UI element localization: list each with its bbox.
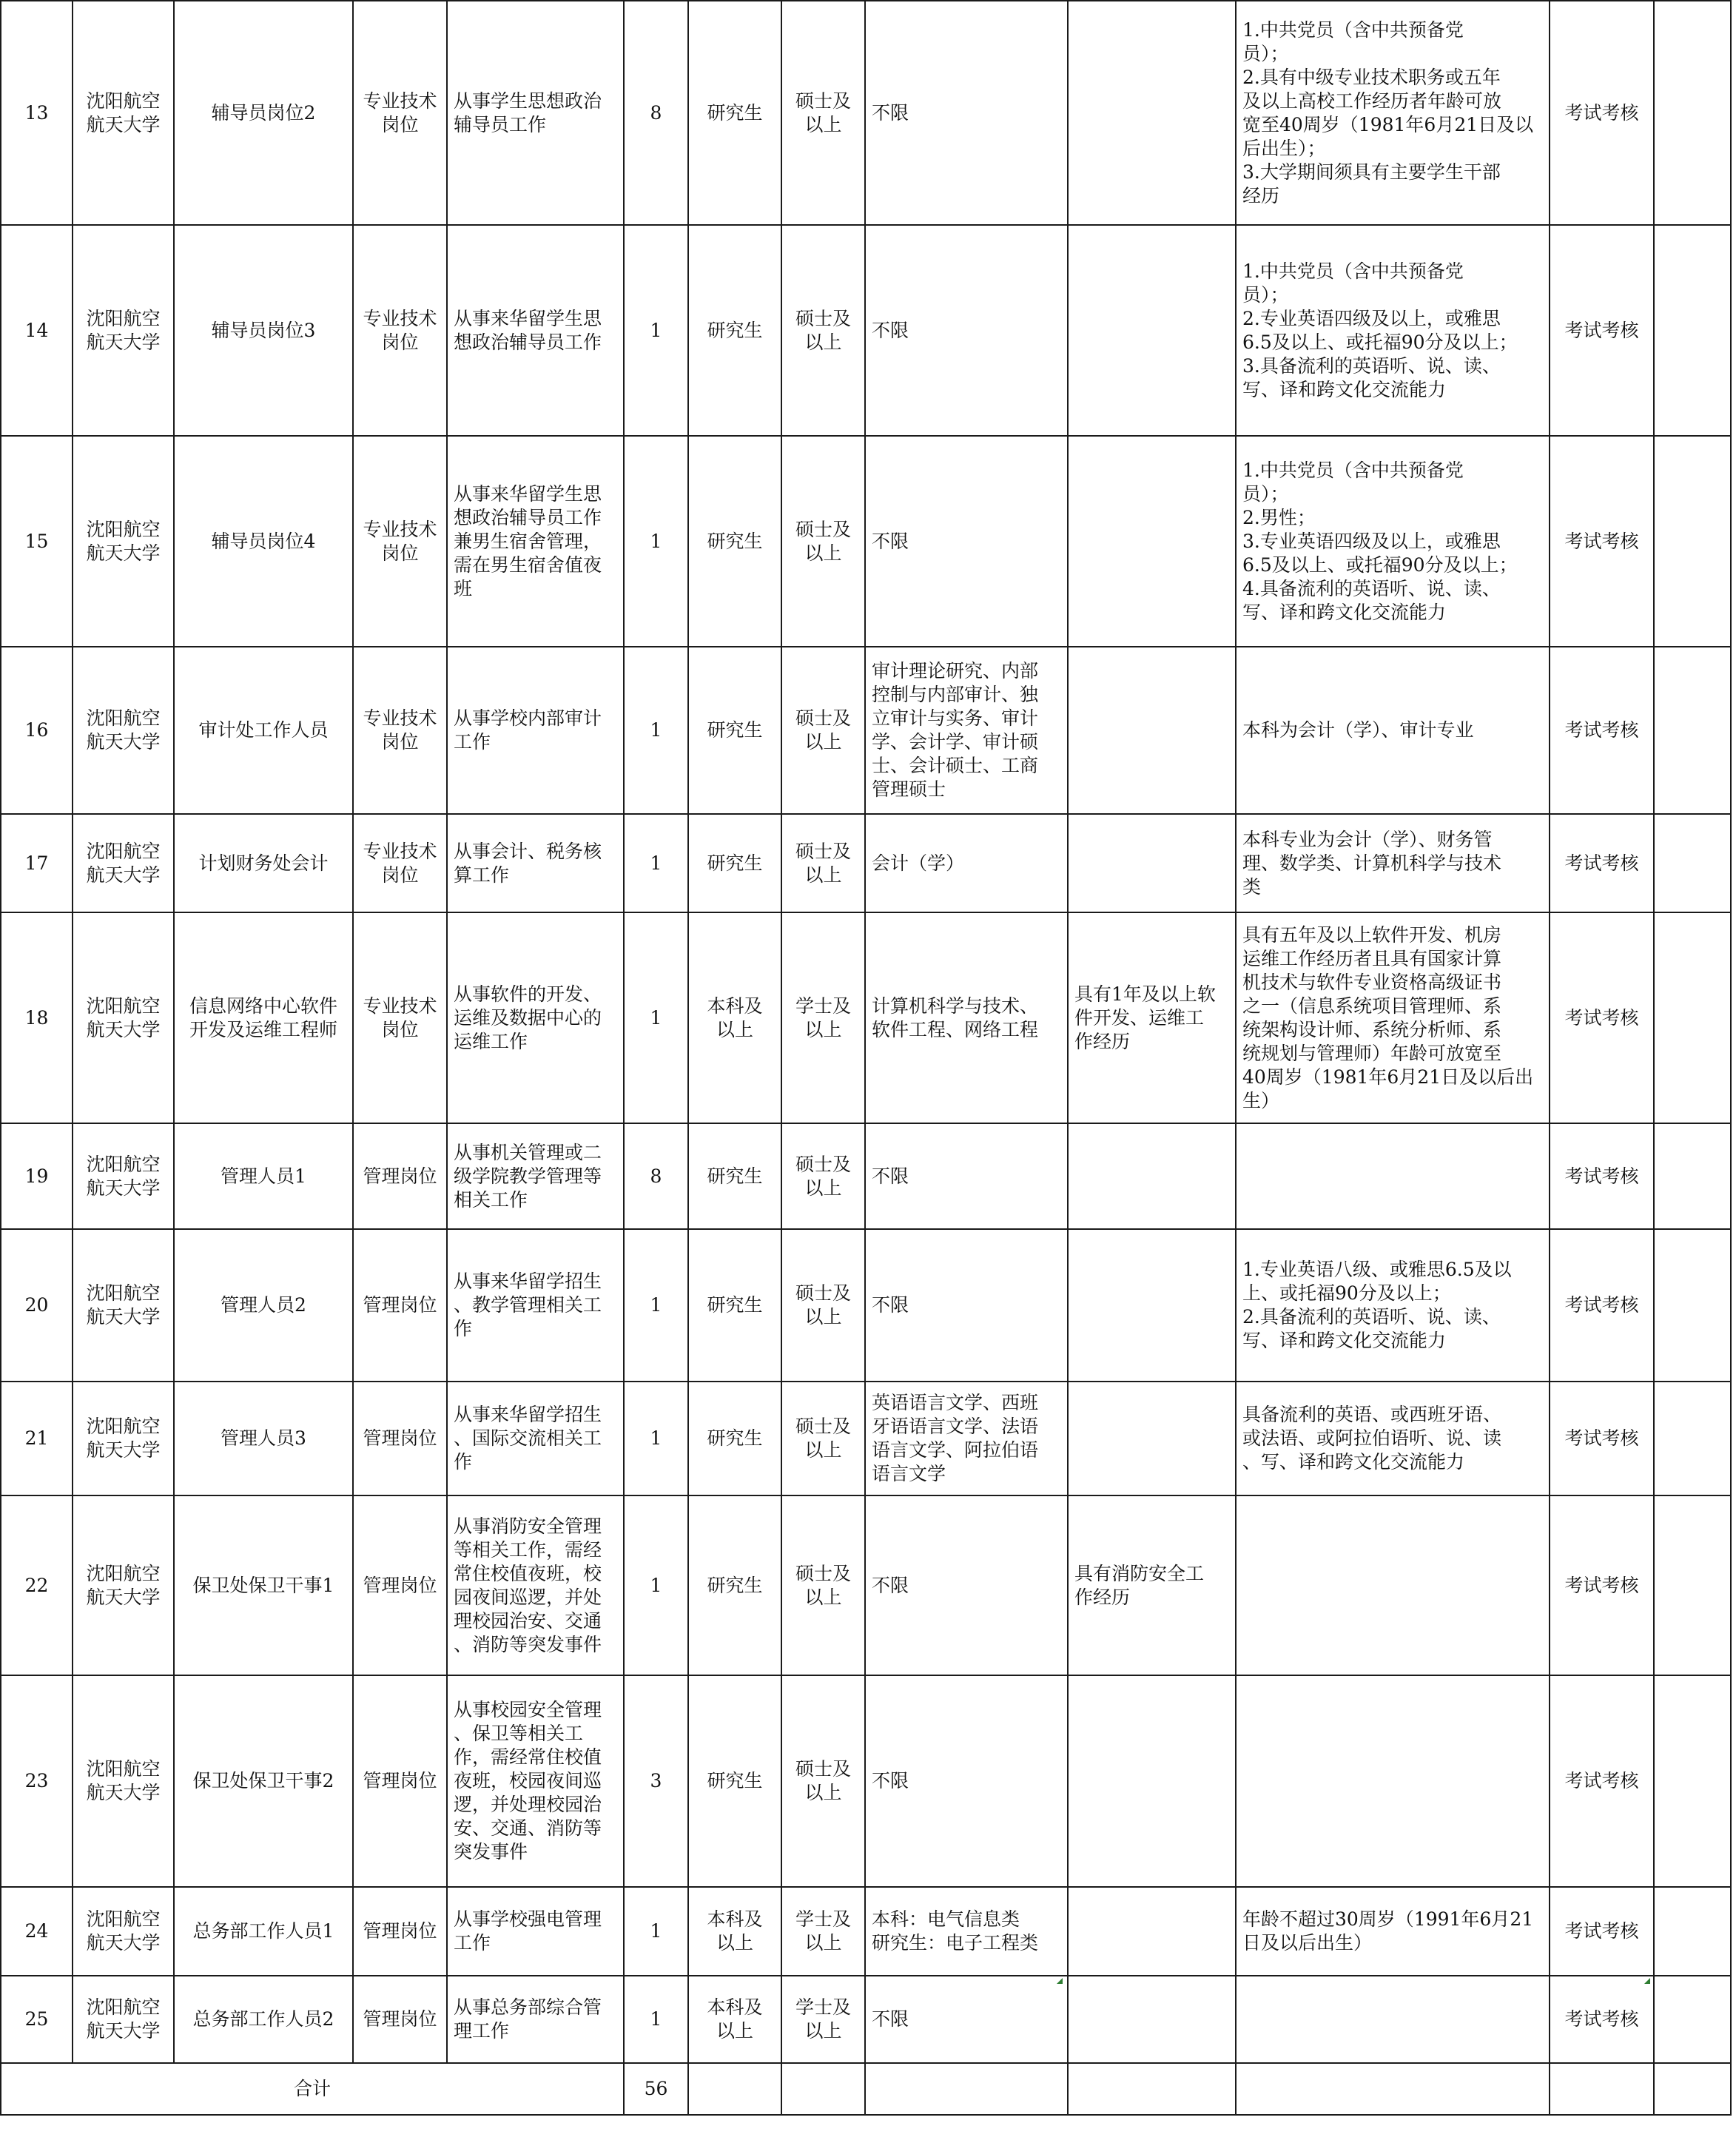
cell-edu: 研究生 bbox=[688, 647, 781, 814]
cell-degree: 学士及 以上 bbox=[781, 1887, 865, 1976]
cell-edu: 研究生 bbox=[688, 1675, 781, 1887]
cell-other: 具有五年及以上软件开发、机房 运维工作经历者且具有国家计算 机技术与软件专业资格高级证书 之一（信息系统项目管理师、系 统架构设计师、系统分析师、系 统规划与管理师）年龄可放宽至 40周岁（1981年6月21日及以后出 生） bbox=[1236, 912, 1550, 1123]
cell-major: 不限 bbox=[865, 1495, 1068, 1675]
cell-category: 管理岗位 bbox=[353, 1675, 447, 1887]
cell-post: 审计处工作人员 bbox=[174, 647, 353, 814]
cell-note bbox=[1654, 1123, 1731, 1229]
cell-exp bbox=[1068, 436, 1236, 647]
table-row bbox=[1, 1887, 1731, 1976]
cell-exp bbox=[1068, 1, 1236, 225]
cell-major: 计算机科学与技术、 软件工程、网络工程 bbox=[865, 912, 1068, 1123]
table-row bbox=[1, 1675, 1731, 1887]
total-empty-cell bbox=[1068, 2063, 1236, 2115]
cell-other bbox=[1236, 1976, 1550, 2063]
total-count: 56 bbox=[624, 2063, 688, 2115]
cell-note bbox=[1654, 1, 1731, 225]
cell-count: 1 bbox=[624, 647, 688, 814]
cell-edu: 研究生 bbox=[688, 1495, 781, 1675]
total-empty-cell bbox=[1236, 2063, 1550, 2115]
cell-major: 会计（学） bbox=[865, 814, 1068, 912]
cell-note bbox=[1654, 1229, 1731, 1382]
cell-no: 17 bbox=[1, 814, 73, 912]
cell-edu: 研究生 bbox=[688, 1382, 781, 1495]
cell-org: 沈阳航空 航天大学 bbox=[73, 1229, 174, 1382]
cell-degree: 硕士及 以上 bbox=[781, 1675, 865, 1887]
cell-org: 沈阳航空 航天大学 bbox=[73, 1976, 174, 2063]
cell-org: 沈阳航空 航天大学 bbox=[73, 814, 174, 912]
cell-method: 考试考核 bbox=[1550, 1495, 1654, 1675]
cell-degree: 硕士及 以上 bbox=[781, 1382, 865, 1495]
cell-category: 管理岗位 bbox=[353, 1976, 447, 2063]
cell-other: 1.专业英语八级、或雅思6.5及以 上、或托福90分及以上； 2.具备流利的英语听、说、读、 写、译和跨文化交流能力 bbox=[1236, 1229, 1550, 1382]
cell-category: 专业技术 岗位 bbox=[353, 1, 447, 225]
cell-count: 1 bbox=[624, 1229, 688, 1382]
cell-post: 辅导员岗位2 bbox=[174, 1, 353, 225]
cell-major: 不限 bbox=[865, 436, 1068, 647]
cell-post: 辅导员岗位3 bbox=[174, 225, 353, 436]
cell-note bbox=[1654, 1495, 1731, 1675]
cell-degree: 学士及 以上 bbox=[781, 1976, 865, 2063]
cell-duty: 从事学生思想政治 辅导员工作 bbox=[447, 1, 624, 225]
cell-other: 本科为会计（学）、审计专业 bbox=[1236, 647, 1550, 814]
cell-edu: 研究生 bbox=[688, 436, 781, 647]
cell-method: 考试考核 bbox=[1550, 912, 1654, 1123]
cell-org: 沈阳航空 航天大学 bbox=[73, 647, 174, 814]
total-empty-cell bbox=[865, 2063, 1068, 2115]
cell-edu: 研究生 bbox=[688, 814, 781, 912]
cell-category: 专业技术 岗位 bbox=[353, 814, 447, 912]
cell-note bbox=[1654, 225, 1731, 436]
cell-org: 沈阳航空 航天大学 bbox=[73, 1495, 174, 1675]
cell-exp: 具有消防安全工 作经历 bbox=[1068, 1495, 1236, 1675]
cell-other: 1.中共党员（含中共预备党 员）； 2.专业英语四级及以上，或雅思 6.5及以上、或托福90分及以上； 3.具备流利的英语听、说、读、 写、译和跨文化交流能力 bbox=[1236, 225, 1550, 436]
table-row bbox=[1, 1123, 1731, 1229]
cell-count: 8 bbox=[624, 1123, 688, 1229]
total-empty-cell bbox=[1654, 2063, 1731, 2115]
cell-duty: 从事机关管理或二 级学院教学管理等 相关工作 bbox=[447, 1123, 624, 1229]
cell-corner-marker bbox=[1057, 1978, 1063, 1984]
cell-post: 管理人员3 bbox=[174, 1382, 353, 1495]
cell-post: 管理人员2 bbox=[174, 1229, 353, 1382]
cell-exp bbox=[1068, 647, 1236, 814]
cell-org: 沈阳航空 航天大学 bbox=[73, 1123, 174, 1229]
cell-no: 20 bbox=[1, 1229, 73, 1382]
cell-note bbox=[1654, 647, 1731, 814]
cell-post: 计划财务处会计 bbox=[174, 814, 353, 912]
cell-post: 总务部工作人员2 bbox=[174, 1976, 353, 2063]
cell-duty: 从事校园安全管理 、保卫等相关工 作，需经常住校值 夜班，校园夜间巡 逻，并处理校园治 安、交通、消防等 突发事件 bbox=[447, 1675, 624, 1887]
cell-note bbox=[1654, 1675, 1731, 1887]
cell-count: 1 bbox=[624, 1976, 688, 2063]
cell-no: 24 bbox=[1, 1887, 73, 1976]
cell-category: 专业技术 岗位 bbox=[353, 225, 447, 436]
cell-other: 1.中共党员（含中共预备党 员）； 2.男性； 3.专业英语四级及以上，或雅思 6.5及以上、或托福90分及以上； 4.具备流利的英语听、说、读、 写、译和跨文化交流能力 bbox=[1236, 436, 1550, 647]
cell-duty: 从事来华留学招生 、教学管理相关工 作 bbox=[447, 1229, 624, 1382]
table-row bbox=[1, 1495, 1731, 1675]
table-row bbox=[1, 1, 1731, 225]
cell-method: 考试考核 bbox=[1550, 1976, 1654, 2063]
total-empty-cell bbox=[1550, 2063, 1654, 2115]
table-row bbox=[1, 814, 1731, 912]
cell-duty: 从事学校强电管理 工作 bbox=[447, 1887, 624, 1976]
cell-major: 不限 bbox=[865, 1675, 1068, 1887]
table-body bbox=[1, 1, 1731, 2115]
cell-exp bbox=[1068, 225, 1236, 436]
cell-other: 本科专业为会计（学）、财务管 理、数学类、计算机科学与技术 类 bbox=[1236, 814, 1550, 912]
cell-post: 信息网络中心软件 开发及运维工程师 bbox=[174, 912, 353, 1123]
cell-category: 管理岗位 bbox=[353, 1229, 447, 1382]
cell-org: 沈阳航空 航天大学 bbox=[73, 225, 174, 436]
cell-degree: 硕士及 以上 bbox=[781, 814, 865, 912]
table-row bbox=[1, 436, 1731, 647]
cell-method: 考试考核 bbox=[1550, 1887, 1654, 1976]
cell-other bbox=[1236, 1495, 1550, 1675]
cell-other: 具备流利的英语、或西班牙语、 或法语、或阿拉伯语听、说、读 、写、译和跨文化交流能力 bbox=[1236, 1382, 1550, 1495]
cell-major: 英语语言文学、西班 牙语语言文学、法语 语言文学、阿拉伯语 语言文学 bbox=[865, 1382, 1068, 1495]
cell-degree: 硕士及 以上 bbox=[781, 225, 865, 436]
cell-post: 辅导员岗位4 bbox=[174, 436, 353, 647]
cell-major: 不限 bbox=[865, 225, 1068, 436]
cell-edu: 研究生 bbox=[688, 1, 781, 225]
cell-no: 23 bbox=[1, 1675, 73, 1887]
cell-major: 不限 bbox=[865, 1, 1068, 225]
total-empty-cell bbox=[781, 2063, 865, 2115]
cell-post: 管理人员1 bbox=[174, 1123, 353, 1229]
cell-other bbox=[1236, 1675, 1550, 1887]
cell-major: 不限 bbox=[865, 1229, 1068, 1382]
cell-method: 考试考核 bbox=[1550, 1229, 1654, 1382]
table-row bbox=[1, 225, 1731, 436]
cell-no: 25 bbox=[1, 1976, 73, 2063]
cell-method: 考试考核 bbox=[1550, 436, 1654, 647]
cell-duty: 从事总务部综合管 理工作 bbox=[447, 1976, 624, 2063]
cell-corner-marker bbox=[1644, 1978, 1650, 1984]
cell-duty: 从事会计、税务核 算工作 bbox=[447, 814, 624, 912]
cell-edu: 研究生 bbox=[688, 225, 781, 436]
cell-category: 管理岗位 bbox=[353, 1495, 447, 1675]
cell-method: 考试考核 bbox=[1550, 1, 1654, 225]
cell-other bbox=[1236, 1123, 1550, 1229]
cell-note bbox=[1654, 436, 1731, 647]
cell-edu: 本科及 以上 bbox=[688, 1976, 781, 2063]
cell-note bbox=[1654, 1382, 1731, 1495]
cell-edu: 本科及 以上 bbox=[688, 1887, 781, 1976]
cell-method: 考试考核 bbox=[1550, 647, 1654, 814]
cell-method: 考试考核 bbox=[1550, 1675, 1654, 1887]
cell-degree: 硕士及 以上 bbox=[781, 647, 865, 814]
cell-no: 15 bbox=[1, 436, 73, 647]
cell-duty: 从事来华留学生思 想政治辅导员工作 bbox=[447, 225, 624, 436]
cell-note bbox=[1654, 814, 1731, 912]
cell-category: 管理岗位 bbox=[353, 1123, 447, 1229]
cell-org: 沈阳航空 航天大学 bbox=[73, 912, 174, 1123]
cell-exp bbox=[1068, 1382, 1236, 1495]
cell-count: 8 bbox=[624, 1, 688, 225]
total-empty-cell bbox=[688, 2063, 781, 2115]
cell-degree: 硕士及 以上 bbox=[781, 436, 865, 647]
total-row bbox=[1, 2063, 1731, 2115]
cell-major: 不限 bbox=[865, 1976, 1068, 2063]
cell-major: 本科：电气信息类 研究生：电子工程类 bbox=[865, 1887, 1068, 1976]
cell-exp bbox=[1068, 1887, 1236, 1976]
cell-note bbox=[1654, 1887, 1731, 1976]
cell-category: 专业技术 岗位 bbox=[353, 912, 447, 1123]
cell-no: 21 bbox=[1, 1382, 73, 1495]
cell-method: 考试考核 bbox=[1550, 1382, 1654, 1495]
cell-no: 16 bbox=[1, 647, 73, 814]
cell-post: 保卫处保卫干事2 bbox=[174, 1675, 353, 1887]
cell-org: 沈阳航空 航天大学 bbox=[73, 1382, 174, 1495]
cell-duty: 从事消防安全管理 等相关工作，需经 常住校值夜班，校 园夜间巡逻，并处 理校园治安、交通 、消防等突发事件 bbox=[447, 1495, 624, 1675]
cell-degree: 学士及 以上 bbox=[781, 912, 865, 1123]
cell-count: 1 bbox=[624, 1382, 688, 1495]
cell-org: 沈阳航空 航天大学 bbox=[73, 1887, 174, 1976]
cell-exp bbox=[1068, 1123, 1236, 1229]
table-row bbox=[1, 912, 1731, 1123]
cell-no: 14 bbox=[1, 225, 73, 436]
cell-degree: 硕士及 以上 bbox=[781, 1495, 865, 1675]
cell-exp bbox=[1068, 1229, 1236, 1382]
cell-degree: 硕士及 以上 bbox=[781, 1, 865, 225]
cell-edu: 本科及 以上 bbox=[688, 912, 781, 1123]
cell-exp bbox=[1068, 1976, 1236, 2063]
cell-method: 考试考核 bbox=[1550, 1123, 1654, 1229]
cell-org: 沈阳航空 航天大学 bbox=[73, 1, 174, 225]
cell-other: 年龄不超过30周岁（1991年6月21 日及以后出生） bbox=[1236, 1887, 1550, 1976]
cell-count: 1 bbox=[624, 912, 688, 1123]
cell-method: 考试考核 bbox=[1550, 814, 1654, 912]
cell-post: 总务部工作人员1 bbox=[174, 1887, 353, 1976]
table-row bbox=[1, 1976, 1731, 2063]
cell-exp bbox=[1068, 814, 1236, 912]
cell-degree: 硕士及 以上 bbox=[781, 1229, 865, 1382]
cell-degree: 硕士及 以上 bbox=[781, 1123, 865, 1229]
cell-duty: 从事软件的开发、 运维及数据中心的 运维工作 bbox=[447, 912, 624, 1123]
cell-duty: 从事来华留学招生 、国际交流相关工 作 bbox=[447, 1382, 624, 1495]
cell-method: 考试考核 bbox=[1550, 225, 1654, 436]
cell-no: 22 bbox=[1, 1495, 73, 1675]
cell-org: 沈阳航空 航天大学 bbox=[73, 1675, 174, 1887]
cell-no: 19 bbox=[1, 1123, 73, 1229]
cell-count: 1 bbox=[624, 1887, 688, 1976]
cell-no: 18 bbox=[1, 912, 73, 1123]
cell-note bbox=[1654, 1976, 1731, 2063]
cell-category: 管理岗位 bbox=[353, 1382, 447, 1495]
cell-count: 1 bbox=[624, 1495, 688, 1675]
cell-exp: 具有1年及以上软 件开发、运维工 作经历 bbox=[1068, 912, 1236, 1123]
cell-duty: 从事来华留学生思 想政治辅导员工作 兼男生宿舍管理， 需在男生宿舍值夜 班 bbox=[447, 436, 624, 647]
cell-exp bbox=[1068, 1675, 1236, 1887]
cell-note bbox=[1654, 912, 1731, 1123]
cell-major: 审计理论研究、内部 控制与内部审计、独 立审计与实务、审计 学、会计学、审计硕 士、会计硕士、工商 管理硕士 bbox=[865, 647, 1068, 814]
cell-category: 管理岗位 bbox=[353, 1887, 447, 1976]
cell-major: 不限 bbox=[865, 1123, 1068, 1229]
table-row bbox=[1, 647, 1731, 814]
table-row bbox=[1, 1382, 1731, 1495]
cell-org: 沈阳航空 航天大学 bbox=[73, 436, 174, 647]
cell-count: 1 bbox=[624, 814, 688, 912]
cell-count: 1 bbox=[624, 436, 688, 647]
cell-edu: 研究生 bbox=[688, 1123, 781, 1229]
cell-edu: 研究生 bbox=[688, 1229, 781, 1382]
cell-count: 3 bbox=[624, 1675, 688, 1887]
cell-no: 13 bbox=[1, 1, 73, 225]
cell-other: 1.中共党员（含中共预备党 员）； 2.具有中级专业技术职务或五年 及以上高校工作经历者年龄可放 宽至40周岁（1981年6月21日及以 后出生）； 3.大学期间须具有主要学生干部 经历 bbox=[1236, 1, 1550, 225]
cell-category: 专业技术 岗位 bbox=[353, 647, 447, 814]
table-row bbox=[1, 1229, 1731, 1382]
total-label: 合计 bbox=[1, 2063, 624, 2115]
cell-post: 保卫处保卫干事1 bbox=[174, 1495, 353, 1675]
cell-count: 1 bbox=[624, 225, 688, 436]
cell-category: 专业技术 岗位 bbox=[353, 436, 447, 647]
cell-duty: 从事学校内部审计 工作 bbox=[447, 647, 624, 814]
